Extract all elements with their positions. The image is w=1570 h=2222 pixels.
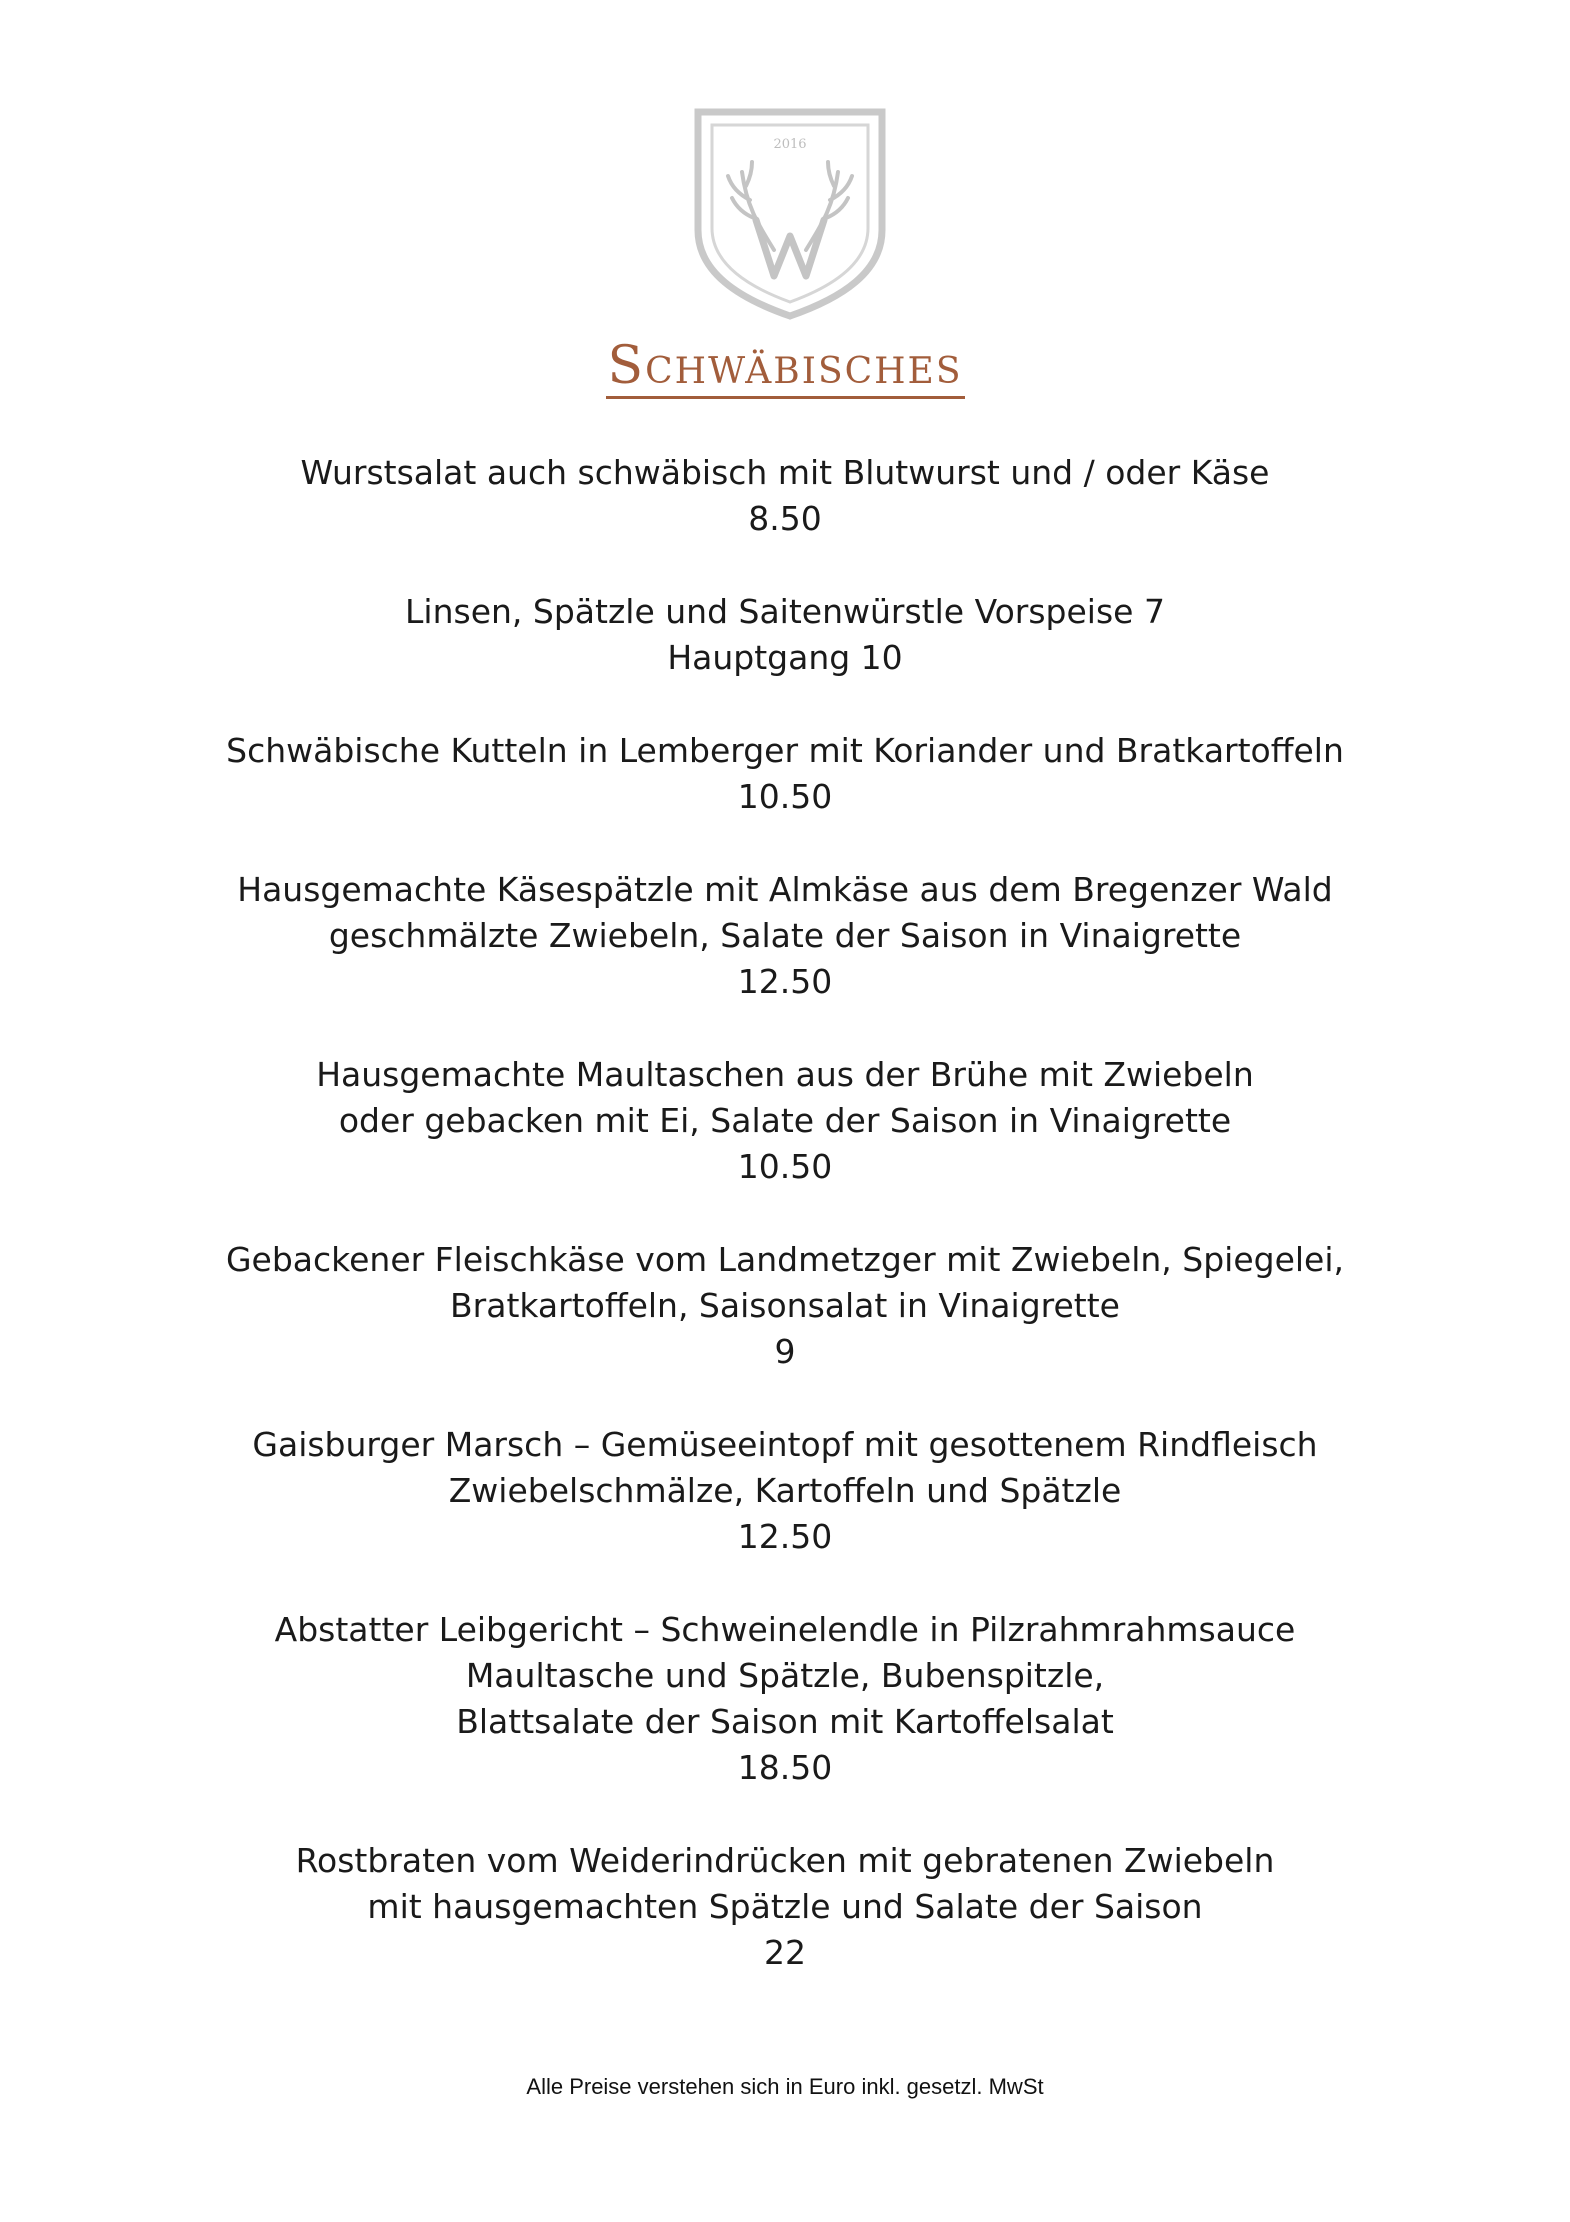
dish-description: Wurstsalat auch schwäbisch mit Blutwurst und / oder Käse (300, 453, 1270, 492)
dish-description: mit hausgemachten Spätzle und Salate der Saison (367, 1887, 1203, 1926)
menu-item (0, 1052, 1570, 1190)
dish-description: Rostbraten vom Weiderindrücken mit gebratenen Zwiebeln (295, 1841, 1275, 1880)
menu-item (0, 450, 1570, 542)
menu-item (0, 1422, 1570, 1560)
menu-list (0, 450, 1570, 2023)
dish-price: 10.50 (737, 1147, 833, 1186)
dish-description: Gaisburger Marsch – Gemüseeintopf mit gesottenem Rindfleisch (252, 1425, 1318, 1464)
dish-description: Linsen, Spätzle und Saitenwürstle Vorspeise 7 (405, 592, 1165, 631)
dish-price: 22 (764, 1933, 806, 1972)
dish-description: Hausgemachte Käsespätzle mit Almkäse aus dem Bregenzer Wald (237, 870, 1333, 909)
menu-item (0, 867, 1570, 1005)
dish-description: Abstatter Leibgericht – Schweinelendle in Pilzrahmrahmsauce (274, 1610, 1296, 1649)
dish-price: 10.50 (737, 777, 833, 816)
dish-price: 12.50 (737, 962, 833, 1001)
dish-description: Zwiebelschmälze, Kartoffeln und Spätzle (448, 1471, 1122, 1510)
page-title-wrapper (0, 338, 1570, 408)
dish-price: 8.50 (748, 499, 822, 538)
dish-description: oder gebacken mit Ei, Salate der Saison in Vinaigrette (338, 1101, 1232, 1140)
dish-description: Blattsalate der Saison mit Kartoffelsalat (456, 1702, 1114, 1741)
logo-year: 2016 (773, 137, 807, 152)
menu-item (0, 728, 1570, 820)
dish-description: Hauptgang 10 (667, 638, 903, 677)
menu-item (0, 1607, 1570, 1791)
dish-description: Bratkartoffeln, Saisonsalat in Vinaigrette (450, 1286, 1120, 1325)
logo-shield-icon (692, 100, 888, 322)
menu-item (0, 589, 1570, 681)
menu-item (0, 1838, 1570, 1976)
dish-price: 12.50 (737, 1517, 833, 1556)
page-title: Schwäbisches (606, 338, 965, 399)
dish-description: Schwäbische Kutteln in Lemberger mit Koriander und Bratkartoffeln (226, 731, 1344, 770)
dish-description: geschmälzte Zwiebeln, Salate der Saison in Vinaigrette (328, 916, 1242, 955)
dish-price: 18.50 (737, 1748, 833, 1787)
dish-description: Gebackener Fleischkäse vom Landmetzger mit Zwiebeln, Spiegelei, (225, 1240, 1345, 1279)
menu-item (0, 1237, 1570, 1375)
price-note: Alle Preise verstehen sich in Euro inkl. gesetzl. MwSt (526, 2074, 1044, 2099)
dish-description: Hausgemachte Maultaschen aus der Brühe mit Zwiebeln (316, 1055, 1254, 1094)
dish-description: Maultasche und Spätzle, Bubenspitzle, (465, 1656, 1105, 1695)
dish-price: 9 (774, 1332, 796, 1371)
